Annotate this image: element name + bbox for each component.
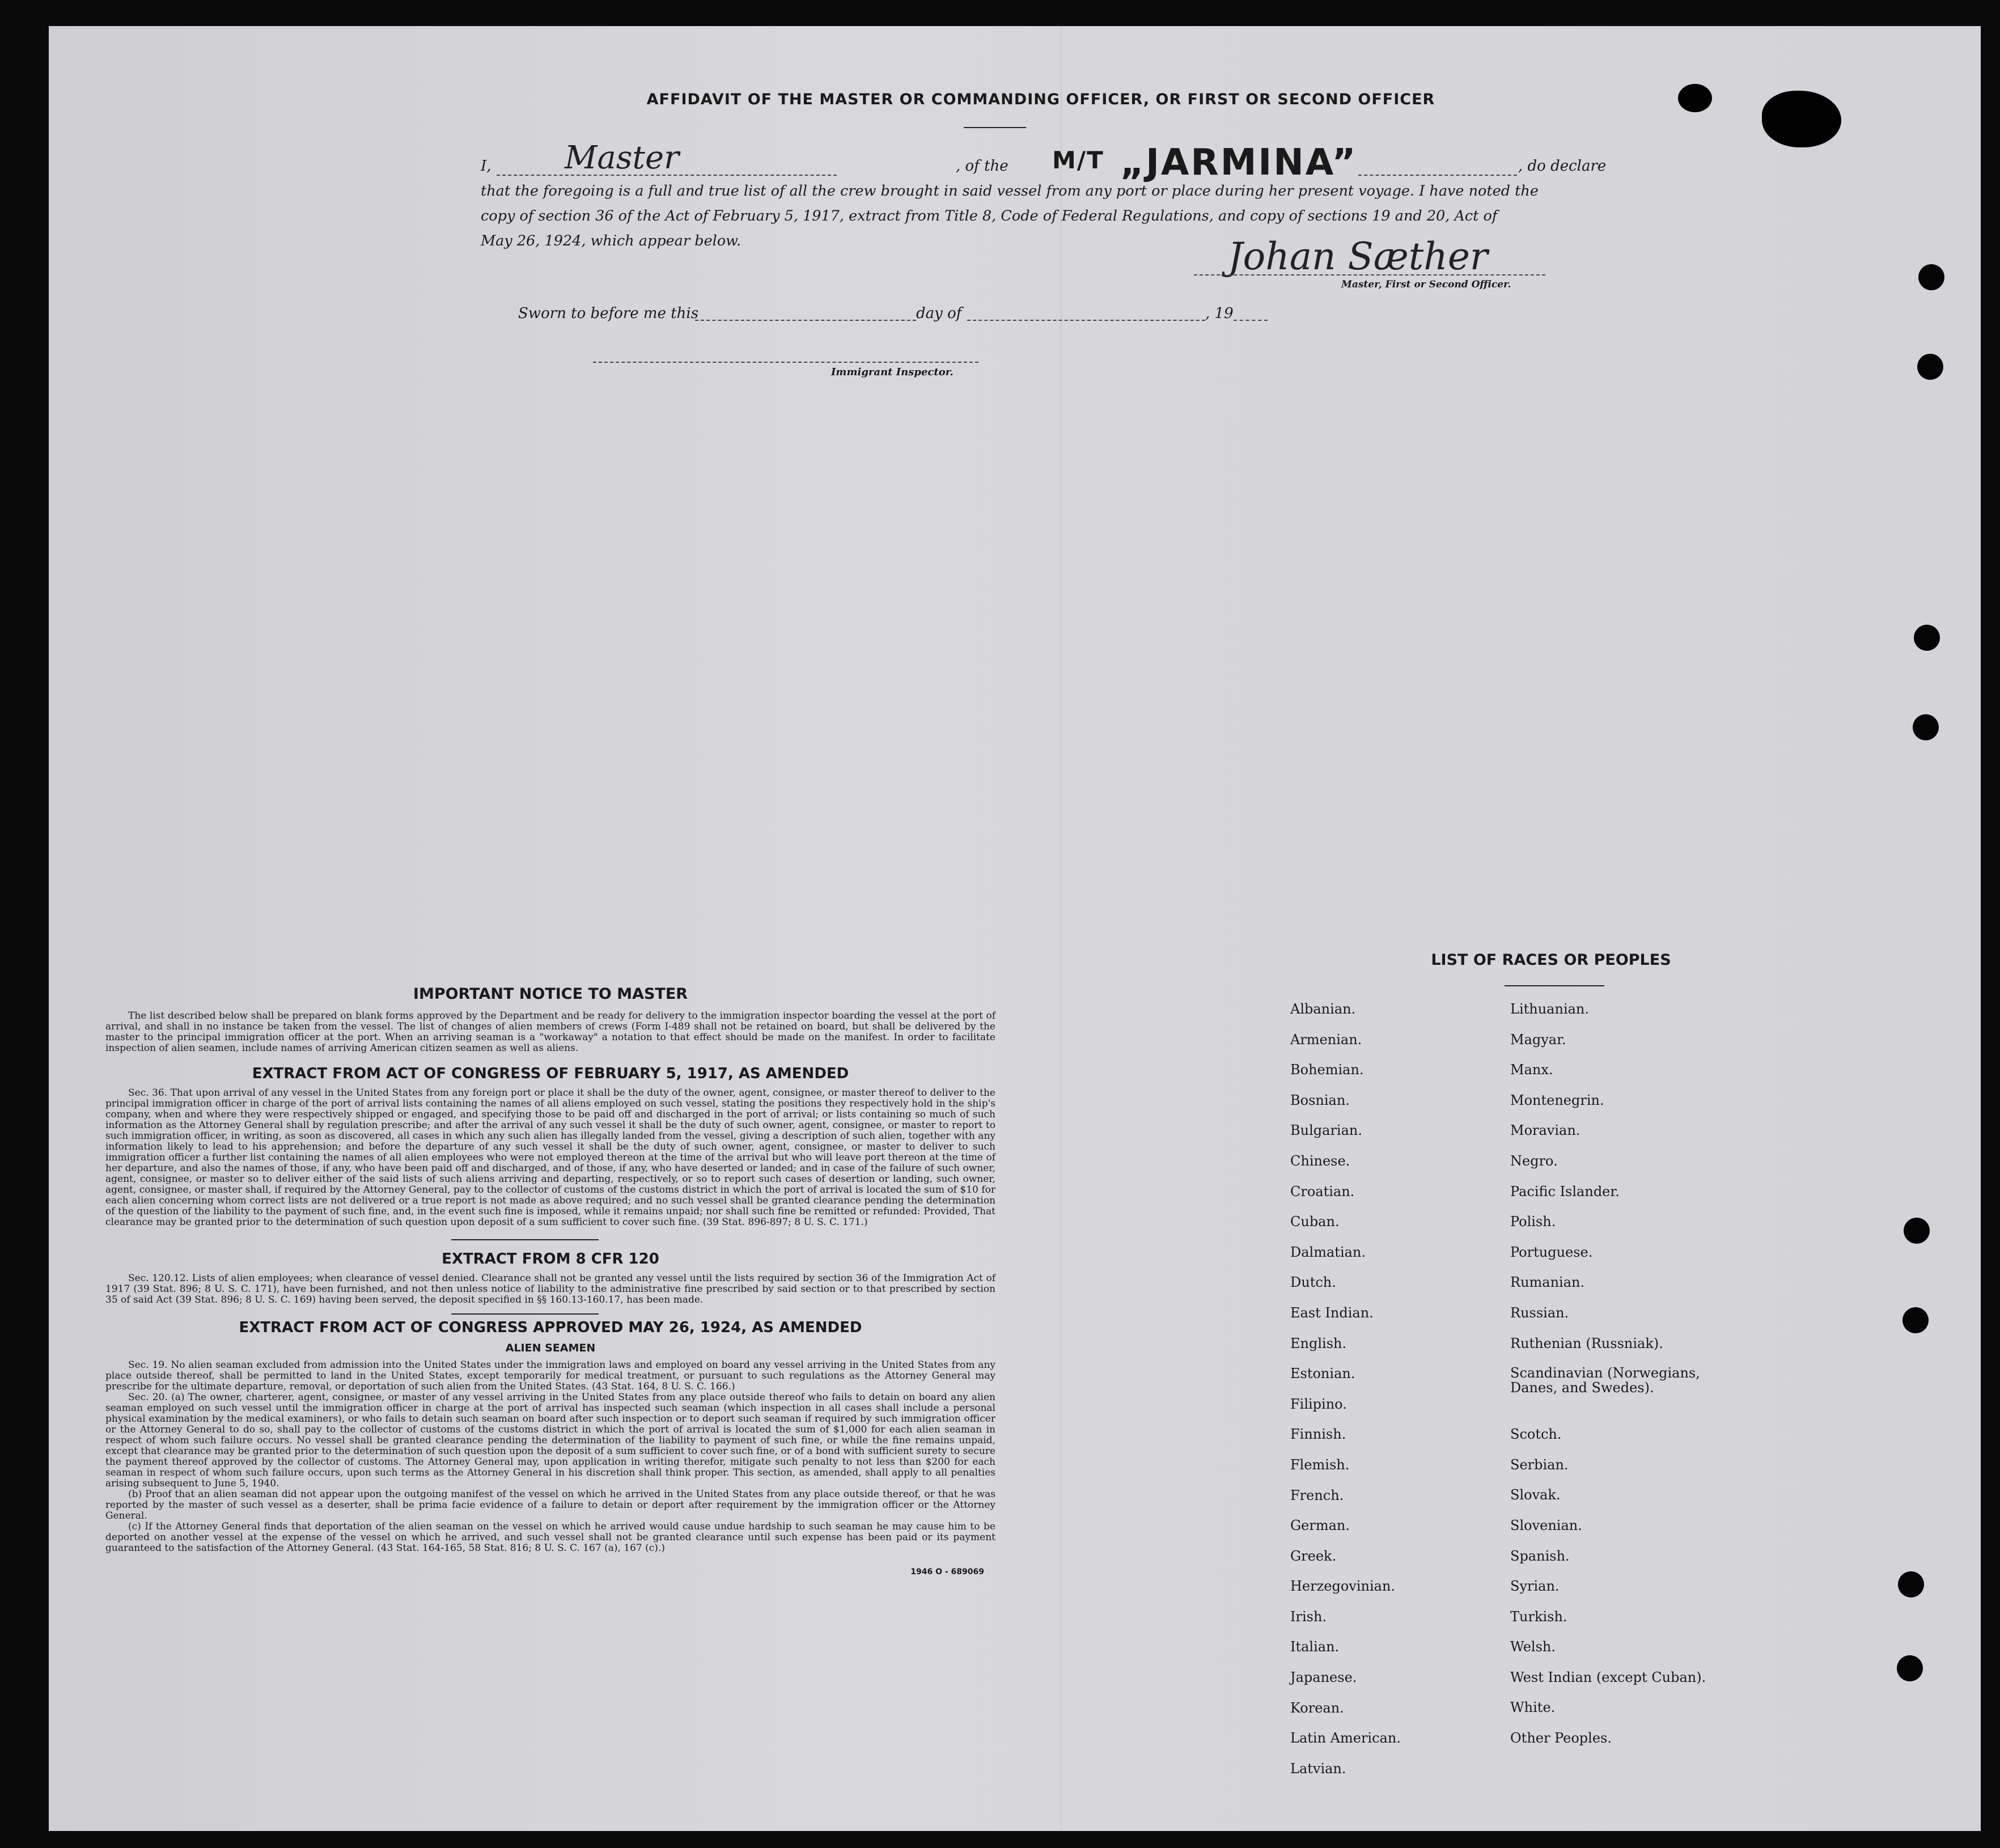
race-item: Scandinavian (Norwegians, Danes, and Swedes).	[1510, 1365, 1700, 1396]
race-item: Rumanian.	[1510, 1274, 1585, 1291]
race-item: Bohemian.	[1290, 1062, 1364, 1078]
race-item: Latvian.	[1290, 1760, 1346, 1777]
day-of-label: day of	[916, 305, 962, 322]
race-item: Finnish.	[1290, 1426, 1346, 1443]
cfr-title: EXTRACT FROM 8 CFR 120	[442, 1251, 659, 1268]
race-item: Spanish.	[1510, 1548, 1570, 1564]
ink-blot	[1762, 91, 1841, 147]
declaration-line-2: that the foregoing is a full and true list of all the crew brought in said vessel from any port or place during her present voyage. I have noted the	[481, 183, 1539, 200]
race-item: Other Peoples.	[1510, 1730, 1612, 1747]
race-item: Lithuanian.	[1510, 1001, 1590, 1017]
race-item: Filipino.	[1290, 1396, 1347, 1412]
title-rule	[964, 127, 1026, 128]
sec20b-body: (b) Proof that an alien seaman did not appear upon the outgoing manifest of the vessel on which he arrived in the United States from any place outside thereof, or that he was reported by the master of such vessel as a deserter, shall be prima facie evidence of a failure to detain or deport after requirement by the immigration officer or the Attorney General.	[105, 1489, 995, 1521]
race-item: Ruthenian (Russniak).	[1510, 1335, 1663, 1351]
alien-seamen-heading: ALIEN SEAMEN	[505, 1342, 596, 1354]
document-page	[49, 26, 1981, 1831]
inspector-caption: Immigrant Inspector.	[831, 366, 954, 378]
notice-body: The list described below shall be prepared on blank forms approved by the Department and be ready for delivery to the immigration inspector boarding the vessel at the port of arrival, and shall in no instance be taken from the vessel. The list of changes of alien members of crews (Form I-489 shall not be retained on board, but shall be delivered by the master to the principal immigration officer at the port. When an arriving seaman is a "workaway" a notation to that effect should be made on the manifest. In order to facilitate inspection of alien seamen, include names of arriving American citizen seamen as well as aliens.	[105, 1010, 995, 1054]
punch-hole	[1914, 625, 1940, 651]
races-right-column	[1510, 1001, 1714, 1761]
race-item: Portuguese.	[1510, 1244, 1593, 1260]
do-declare-label: , do declare	[1518, 158, 1607, 175]
punch-hole	[1902, 1307, 1929, 1333]
punch-hole	[1897, 1655, 1923, 1681]
signature-line	[1194, 274, 1545, 275]
notice-title: IMPORTANT NOTICE TO MASTER	[413, 985, 688, 1003]
race-item: Dutch.	[1290, 1274, 1336, 1291]
sworn-label: Sworn to before me this	[518, 305, 699, 322]
act1924-rule	[451, 1313, 599, 1315]
punch-hole	[1917, 354, 1943, 380]
race-item: Moravian.	[1510, 1122, 1580, 1139]
race-item: East Indian.	[1290, 1304, 1374, 1321]
race-item: Magyar.	[1510, 1031, 1566, 1048]
race-item: Russian.	[1510, 1304, 1569, 1321]
declaration-line-3: copy of section 36 of the Act of February 5, 1917, extract from Title 8, Code of Federal Regulations, and copy of sections 19 and 20, Act of	[481, 207, 1498, 224]
race-item: Syrian.	[1510, 1578, 1560, 1595]
races-title: LIST OF RACES OR PEOPLES	[1431, 951, 1671, 969]
act1924-title: EXTRACT FROM ACT OF CONGRESS APPROVED MAY 26, 1924, AS AMENDED	[239, 1319, 862, 1336]
race-item: Japanese.	[1290, 1669, 1357, 1686]
punch-hole	[1898, 1571, 1924, 1597]
race-item: Manx.	[1510, 1062, 1553, 1078]
race-item: Chinese.	[1290, 1152, 1350, 1169]
races-left-column	[1290, 1001, 1494, 1791]
race-item: Cuban.	[1290, 1214, 1340, 1230]
race-item: Italian.	[1290, 1639, 1340, 1655]
of-the-label: , of the	[956, 158, 1009, 175]
i-blank-line	[497, 175, 837, 176]
race-item: Dalmatian.	[1290, 1244, 1366, 1260]
race-item: Pacific Islander.	[1510, 1183, 1620, 1199]
inspector-line	[593, 362, 978, 363]
race-item: Greek.	[1290, 1548, 1337, 1564]
race-item: German.	[1290, 1518, 1350, 1534]
race-item: Negro.	[1510, 1152, 1558, 1169]
act1917-title: EXTRACT FROM ACT OF CONGRESS OF FEBRUARY 5, 1917, AS AMENDED	[252, 1065, 849, 1082]
race-item: Slovenian.	[1510, 1517, 1582, 1533]
race-item: English.	[1290, 1335, 1347, 1351]
race-item: White.	[1510, 1699, 1556, 1716]
race-item: Estonian.	[1290, 1366, 1355, 1382]
vessel-blank-line	[1358, 175, 1517, 176]
race-item: Bulgarian.	[1290, 1122, 1362, 1139]
race-item: Croatian.	[1290, 1183, 1355, 1199]
race-item: Albanian.	[1290, 1001, 1356, 1017]
race-item: Serbian.	[1510, 1456, 1569, 1473]
i-label: I,	[481, 158, 491, 175]
vessel-name: „JARMINA”	[1120, 142, 1358, 184]
race-item: French.	[1290, 1487, 1344, 1503]
race-item: Herzegovinian.	[1290, 1578, 1396, 1595]
race-item: Armenian.	[1290, 1031, 1362, 1048]
race-item: Flemish.	[1290, 1456, 1350, 1473]
cfr-rule	[451, 1239, 599, 1240]
race-item: Turkish.	[1510, 1608, 1567, 1625]
act1917-body: Sec. 36. That upon arrival of any vessel in the United States from any foreign port or place it shall be the duty of the owner, agent, consignee, or master thereof to deliver to the principal immigration officer in charge of the port of arrival lists containing the names of all aliens employed on such vessel, stating the positions they respectively hold in the ship's company, when and where they were respectively shipped or engaged, and specifying those to be paid off and discharged in the port of arrival; or lists containing so much of such information as the Attorney General shall by regulation prescribe; and after the arrival of any such vessel it shall be the duty of such owner, agent, consignee, or master to report to such immigration officer, in writing, as soon as discovered, all cases in which any such alien has illegally landed from the vessel, giving a description of such alien, together with any information likely to lead to his apprehension; and before the departure of any such vessel it shall be the duty of such owner, agent, consignee, or master to deliver to such immigration officer a further list containing the names of all alien employees who were not employed thereon at the time of the arrival but who will leave port thereon at the time of her departure, and also the names of those, if any, who have been paid off and discharged, and of those, if any, who have deserted or landed; and in case of the failure of such owner, agent, consignee, or master so to deliver either of the said lists of such aliens arriving and departing, respectively, or so to report such cases of desertion or landing, such owner, agent, consignee, or master shall, if required by the Attorney General, pay to the collector of customs of the customs district in which the port of arrival is located the sum of $10 for each alien concerning whom correct lists are not delivered or a true report is not made as above required; and no such vessel shall be granted clearance pending the determination of the question of the liability to the payment of such fine, and, in the event such fine is imposed, while it remains unpaid; nor shall such fine be remitted or refunded: Provided, That clearance may be granted prior to the determination of such question upon deposit of a sum sufficient to cover such fine. (39 Stat. 896-897; 8 U. S. C. 171.)	[105, 1087, 995, 1228]
sec19-body: Sec. 19. No alien seaman excluded from admission into the United States under the immigration laws and employed on board any vessel arriving in the United States from any place outside thereof, shall be permitted to land in the United States, except temporarily for medical treatment, or pursuant to such regulations as the Attorney General may prescribe for the ultimate departure, removal, or deportation of such alien from the United States. (43 Stat. 164, 8 U. S. C. 166.)	[105, 1359, 995, 1392]
race-item: Montenegrin.	[1510, 1092, 1604, 1108]
sec20a-body: Sec. 20. (a) The owner, charterer, agent, consignee, or master of any vessel arriving in the United States from any place outside thereof who fails to detain on board any alien seaman employed on such vessel until the immigration officer in charge at the port of arrival has inspected such seaman (which inspection in all cases shall include a personal physical examination by the medical examiners), or who fails to detain such seaman on board after such inspection or to deport such seaman if required by such immigration officer or the Attorney General to do so, shall pay to the collector of customs of the customs district in which the port of arrival is located the sum of $1,000 for each alien seaman in respect of whom such failure occurs. No vessel shall be granted clearance pending the determination of the liability to payment of such fine, or while the fine remains unpaid, except that clearance may be granted prior to the determination of such question upon the deposit of a sum sufficient to cover such fine, or of a bond with sufficient surety to secure the payment thereof approved by the collector of customs. The Attorney General may, upon application in writing therefor, mitigate such penalty to not less than $200 for each seaman in respect of whom such failure occurs, upon such terms as the Attorney General in his discretion shall think proper. This section, as amended, shall apply to all penalties arising subsequent to June 5, 1940.	[105, 1392, 995, 1489]
sec20c-body: (c) If the Attorney General finds that deportation of the alien seaman on the vessel on which he arrived would cause undue hardship to such seaman he may cause him to be deported on another vessel at the expense of the vessel on which he arrived, and such vessel shall not be granted clearance until such expense has been paid or its payment guaranteed to the satisfaction of the Attorney General. (43 Stat. 164-165, 58 Stat. 816; 8 U. S. C. 167 (a), 167 (c).)	[105, 1521, 995, 1554]
sworn-month-line	[967, 320, 1205, 321]
declaration-line-4: May 26, 1924, which appear below.	[481, 232, 741, 249]
race-item: Korean.	[1290, 1699, 1344, 1716]
race-item: Welsh.	[1510, 1639, 1556, 1655]
race-item: Scotch.	[1510, 1426, 1562, 1443]
notice-block	[105, 985, 995, 1576]
race-item: Irish.	[1290, 1608, 1327, 1625]
cfr-body: Sec. 120.12. Lists of alien employees; when clearance of vessel denied. Clearance shall not be granted any vessel until the lists required by section 36 of the Immigration Act of 1917 (39 Stat. 896; 8 U. S. C. 171), have been furnished, and not then unless notice of liability to the administrative fine prescribed by said section or to that prescribed by section 35 of said Act (39 Stat. 896; 8 U. S. C. 169) having been served, the deposit specified in §§ 160.13-160.17, has been made.	[105, 1273, 995, 1306]
ink-blot	[1678, 84, 1712, 112]
signature-caption: Master, First or Second Officer.	[1341, 279, 1511, 290]
sworn-year-line	[1234, 320, 1268, 321]
race-item: Polish.	[1510, 1214, 1556, 1230]
races-rule	[1505, 985, 1604, 986]
year-prefix: , 19	[1205, 305, 1234, 322]
punch-hole	[1904, 1218, 1930, 1244]
vessel-prefix: M/T	[1052, 146, 1104, 174]
master-signature: Johan Sæther	[1228, 235, 1488, 278]
affidavit-title: AFFIDAVIT OF THE MASTER OR COMMANDING OFFICER, OR FIRST OR SECOND OFFICER	[646, 91, 1435, 108]
sworn-day-line	[695, 320, 916, 321]
race-item: West Indian (except Cuban).	[1510, 1669, 1706, 1685]
print-code: 1946 O - 689069	[910, 1567, 984, 1576]
punch-hole	[1918, 264, 1944, 290]
race-item: Slovak.	[1510, 1487, 1561, 1503]
master-handwritten: Master	[565, 139, 679, 176]
race-item: Bosnian.	[1290, 1092, 1350, 1108]
punch-hole	[1913, 714, 1939, 740]
fold-crease	[1061, 26, 1062, 1831]
race-item: Latin American.	[1290, 1730, 1401, 1747]
